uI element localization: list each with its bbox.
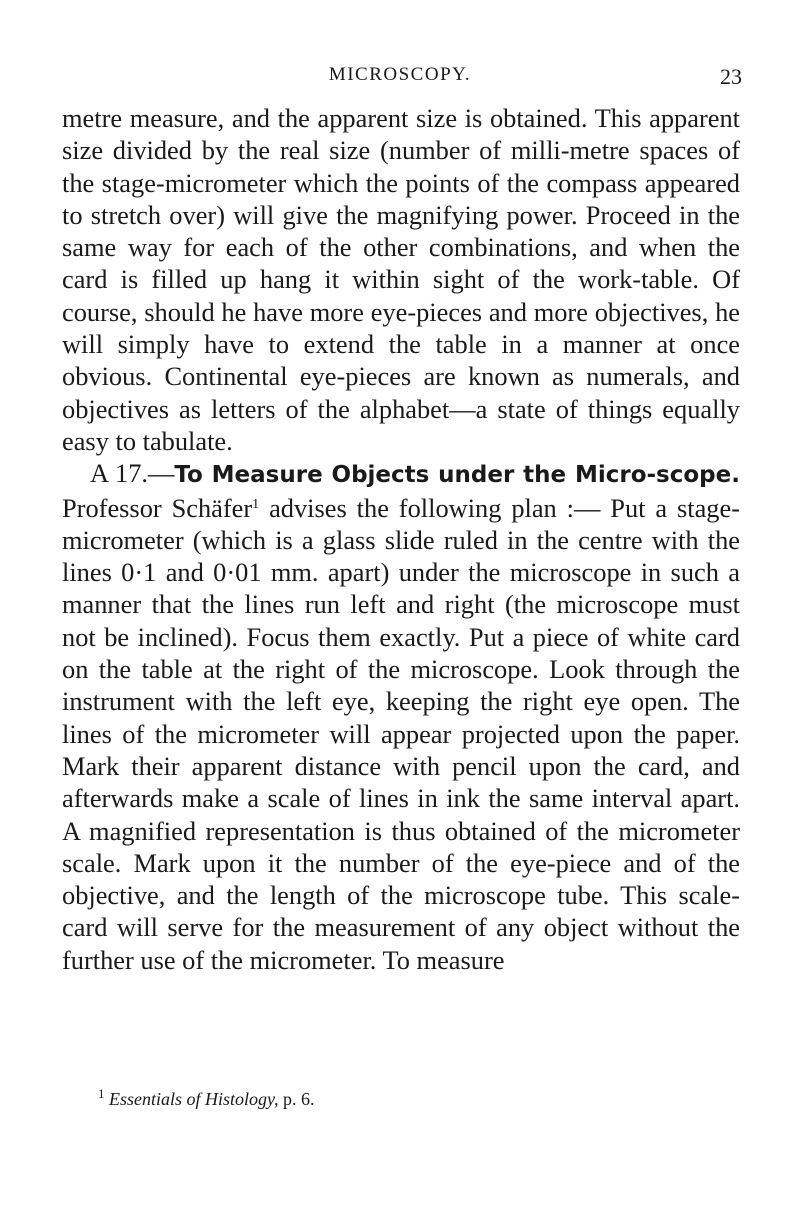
paragraph-continued: metre measure, and the apparent size is obtained. This apparent size divided by the real size (number of milli-metre spaces of the stage-micrometer which the points of the compass appeared to stretch over) will give the magnifying power. Proceed in the same way for each of the other combinations, and when the card is filled up hang it within sight of the work-table. Of course, should he have more eye-pieces and more objectives, he will simply have to extend the table in a manner at once obvious. Continental eye-pieces are known as numerals, and objectives as letters of the alphabet—a state of things equally easy to tabulate. [62,103,740,456]
running-head [0,64,800,94]
section-17-paragraph [62,457,740,976]
section-body-text: advises the following plan :— Put a stage-micrometer (which is a glass slide ruled in the centre with the lines 0·1 and 0·01 mm. apart) under the microscope in such a manner that the lines run left and right (the microscope must not be inclined). Focus them exactly. Put a piece of white card on the table at the right of the microscope. Look through the instrument with the left eye, keeping the right eye open. The lines of the micrometer will appear projected upon the paper. Mark their apparent distance with pencil upon the card, and afterwards make a scale of lines in ink the same interval apart. A magnified representation is thus obtained of the micrometer scale. Mark upon it the number of the eye-piece and of the objective, and the length of the microscope tube. This scale-card will serve for the measurement of any object without the further use of the micrometer. To measure [62,492,740,975]
footnote-marker: 1 [98,1086,105,1101]
footnote-reference[interactable]: 1 [252,496,260,512]
section-title: To Measure Objects under the Micro-scope. [174,462,740,489]
footnote [98,1086,738,1110]
section-lead-text: Professor Schäfer [62,492,253,523]
footnote-page-ref: p. 6. [283,1089,315,1109]
footnote-title: Essentials of Histology, [109,1089,279,1109]
body-text [62,102,740,976]
page-number: 23 [720,64,742,89]
section-number: A 17.— [90,458,175,489]
running-title: MICROSCOPY. [328,64,472,85]
